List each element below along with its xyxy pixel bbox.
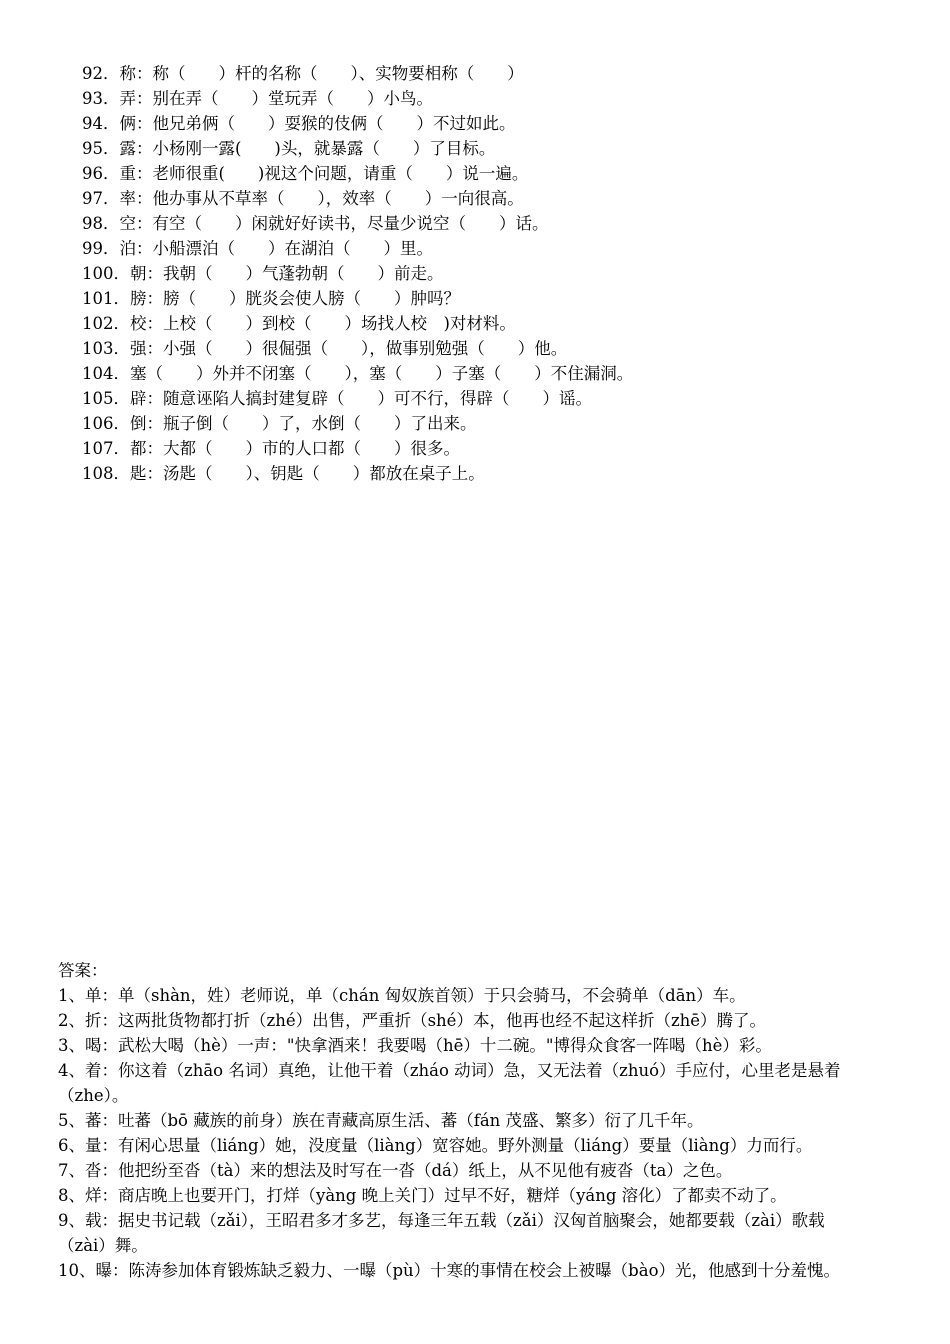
answer-item: 2、折：这两批货物都打折（zhé）出售，严重折（shé）本，他再也经不起这样折（zhē）腾了。 — [58, 1011, 767, 1030]
answer-item: 8、烊：商店晚上也要开门，打烊（yàng 晚上关门）过早不好，糖烊（yáng 溶化）了都卖不动了。 — [58, 1186, 787, 1205]
answer-item: 3、喝：武松大喝（hè）一声："快拿酒来！我要喝（hē）十二碗。"博得众食客一阵喝（hè）彩。 — [58, 1036, 772, 1055]
question-item: 107．都：大都（ ）市的人口都（ ）很多。 — [82, 439, 460, 458]
question-item: 108．匙：汤匙（ ）、钥匙（ ）都放在桌子上。 — [82, 464, 485, 483]
question-item: 92．称：称（ ）杆的名称（ ）、实物要相称（ ） — [82, 64, 524, 83]
answer-item: 10、曝：陈涛参加体育锻炼缺乏毅力、一曝（pù）十寒的事情在校会上被曝（bào）光，他感到十分羞愧。 — [58, 1261, 841, 1280]
question-item: 104．塞（ ）外并不闭塞（ ），塞（ ）子塞（ ）不住漏洞。 — [82, 364, 634, 383]
question-item: 95．露：小杨刚一露( )头，就暴露（ ）了目标。 — [82, 139, 496, 158]
answer-item: 4、着：你这着（zhāo 名词）真绝，让他干着（zháo 动词）急，又无法着（zhuó）手应付，心里老是悬着 — [58, 1061, 841, 1080]
question-item: 99．泊：小船漂泊（ ）在湖泊（ ）里。 — [82, 239, 433, 258]
answer-item: 1、单：单（shàn，姓）老师说，单（chán 匈奴族首领）于只会骑马，不会骑单（dān）车。 — [58, 986, 746, 1005]
question-item: 100．朝：我朝（ ）气蓬勃朝（ ）前走。 — [82, 264, 444, 283]
answer-item: 9、载：据史书记载（zǎi），王昭君多才多艺，每逢三年五载（zǎi）汉匈首脑聚会，她都要载（zài）歌载 — [58, 1211, 825, 1230]
answer-item: 6、量：有闲心思量（liáng）她，没度量（liàng）宽容她。野外测量（liáng）要量（liàng）力而行。 — [58, 1136, 813, 1155]
answer-item-continuation: （zhe）。 — [58, 1086, 129, 1105]
question-item: 94．俩：他兄弟俩（ ）耍猴的伎俩（ ）不过如此。 — [82, 114, 516, 133]
question-item: 98．空：有空（ ）闲就好好读书，尽量少说空（ ）话。 — [82, 214, 549, 233]
question-list — [82, 61, 902, 486]
question-item: 106．倒：瓶子倒（ ）了，水倒（ ）了出来。 — [82, 414, 477, 433]
question-item: 96．重：老师很重( )视这个问题，请重（ ）说一遍。 — [82, 164, 529, 183]
question-item: 97．率：他办事从不草率（ ），效率（ ）一向很高。 — [82, 189, 524, 208]
question-item: 93．弄：别在弄（ ）堂玩弄（ ）小鸟。 — [82, 89, 433, 108]
question-item: 103．强：小强（ ）很倔强（ ），做事别勉强（ ）他。 — [82, 339, 568, 358]
answer-heading: 答案： — [58, 961, 108, 980]
question-item: 101．膀：膀（ ）胱炎会使人膀（ ）肿吗？ — [82, 289, 460, 308]
question-item: 105．辟：随意诬陷人搞封建复辟（ ）可不行，得辟（ ）谣。 — [82, 389, 592, 408]
answer-item: 7、沓：他把纷至沓（tà）来的想法及时写在一沓（dá）纸上，从不见他有疲沓（ta）之色。 — [58, 1161, 733, 1180]
answer-section — [58, 958, 898, 1283]
answer-item: 5、蕃：吐蕃（bō 藏族的前身）族在青藏高原生活、蕃（fán 茂盛、繁多）衍了几千年。 — [58, 1111, 704, 1130]
answer-item-continuation: （zài）舞。 — [58, 1236, 148, 1255]
question-item: 102．校：上校（ ）到校（ ）场找人校 )对材料。 — [82, 314, 516, 333]
